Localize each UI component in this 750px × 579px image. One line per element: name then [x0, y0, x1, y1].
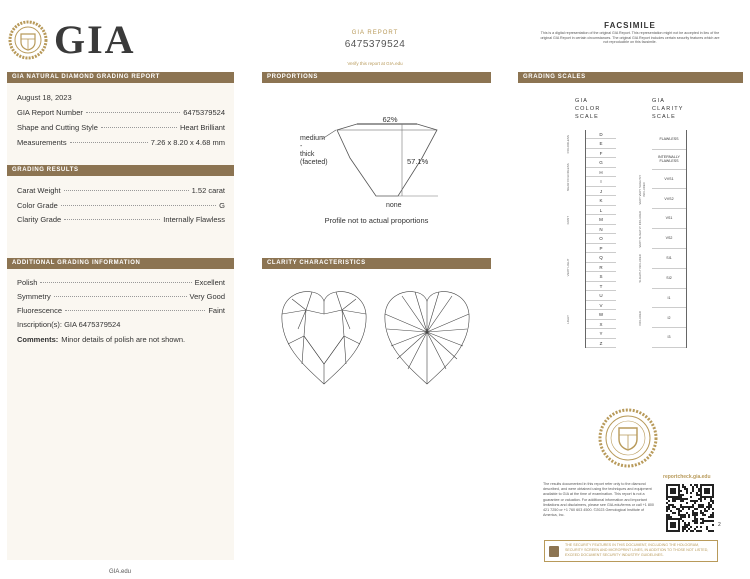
dot-leader: [70, 142, 148, 143]
color-grade: G: [586, 158, 616, 167]
color-scale-title: [575, 97, 615, 121]
table-percent: 62%: [382, 115, 398, 124]
row-value: G: [219, 201, 225, 210]
grading-row: [17, 215, 225, 225]
clarity-grade: VS1: [652, 209, 686, 229]
row-label: Symmetry: [17, 292, 51, 301]
report-row: [17, 108, 225, 118]
clarity-grade: SI1: [652, 249, 686, 269]
clarity-plot: [262, 284, 491, 394]
row-value: Heart Brilliant: [179, 123, 225, 132]
row-value: Internally Flawless: [163, 215, 225, 224]
clarity-groups: [638, 130, 650, 348]
row-value: 7.26 x 8.20 x 4.68 mm: [150, 138, 225, 147]
report-label: GIA REPORT: [351, 30, 399, 36]
color-grade: O: [586, 234, 616, 243]
row-label: Color Grade: [17, 201, 58, 210]
color-grade: Q: [586, 253, 616, 262]
additional-row: [17, 278, 225, 288]
proportions-diagram: [262, 84, 491, 214]
report-row: [17, 138, 225, 148]
color-grade: W: [586, 310, 616, 319]
row-value: Faint: [208, 306, 225, 315]
comments-value: Minor details of polish are not shown.: [61, 335, 186, 344]
heart-pavilion-view: [385, 292, 469, 384]
color-scale: [585, 130, 616, 348]
clarity-grade: I3: [652, 328, 686, 348]
row-label: Carat Weight: [17, 186, 61, 195]
clarity-group-label: INCLUDED: [638, 311, 642, 326]
color-grade: D: [586, 130, 616, 139]
clarity-title-line: CLARITY: [652, 106, 684, 112]
row-value: Excellent: [194, 278, 225, 287]
inscription: Inscription(s): GIA 6475379524: [17, 320, 121, 329]
row-label: GIA Report Number: [17, 108, 83, 117]
clarity-scale-title: [652, 97, 692, 121]
qr-code-icon[interactable]: [666, 484, 714, 532]
dot-leader: [54, 296, 187, 297]
reportcheck-link[interactable]: reportcheck.gia.edu: [663, 474, 711, 480]
grading-row: [17, 186, 225, 196]
page-number: 2: [718, 522, 721, 528]
color-grade: Z: [586, 339, 616, 348]
gia-seal-icon: [8, 20, 48, 60]
dot-leader: [61, 205, 216, 206]
color-grade: V: [586, 301, 616, 310]
section-proportions: PROPORTIONS: [262, 72, 491, 83]
dot-leader: [65, 310, 205, 311]
color-grade: N: [586, 225, 616, 234]
gia-edu-footer[interactable]: GIA.edu: [108, 569, 131, 575]
report-date: August 18, 2023: [17, 93, 72, 102]
dot-leader: [64, 190, 189, 191]
clarity-grade: VVS1: [652, 170, 686, 190]
dot-leader: [64, 219, 160, 220]
section-additional-info: ADDITIONAL GRADING INFORMATION: [7, 258, 234, 269]
row-label: Measurements: [17, 138, 67, 147]
gia-logo-text: GIA: [54, 17, 136, 62]
row-value: 1.52 carat: [191, 186, 225, 195]
clarity-grade: SI2: [652, 269, 686, 289]
color-group-label: LIGHT: [566, 315, 570, 324]
section-clarity-characteristics: CLARITY CHARACTERISTICS: [262, 258, 491, 269]
color-grade: L: [586, 206, 616, 215]
row-label: Shape and Cutting Style: [17, 123, 98, 132]
clarity-title-line: SCALE: [652, 114, 677, 120]
color-grade: P: [586, 244, 616, 253]
color-grade: T: [586, 282, 616, 291]
lock-icon: [549, 546, 559, 557]
report-row: [17, 123, 225, 133]
comments-label: Comments:: [17, 335, 59, 344]
heart-crown-view: [282, 292, 366, 384]
color-title-line: GIA: [575, 98, 589, 104]
section-natural-report: GIA NATURAL DIAMOND GRADING REPORT: [7, 72, 234, 83]
clarity-group-label: VERY VERY SLIGHTLY INCLUDED: [638, 174, 646, 205]
color-group-label: COLORLESS: [566, 135, 570, 154]
girdle-label: (faceted): [300, 159, 328, 166]
clarity-group-label: VERY SLIGHTLY INCLUDED: [638, 210, 642, 248]
section-grading-results: GRADING RESULTS: [7, 165, 234, 176]
security-text: THE SECURITY FEATURES IN THIS DOCUMENT, INCLUDING THE HOLOGRAM, SECURITY SCREEN AND MICROPRINT LINES, IN ADDITION TO THOSE NOT LISTED, EXCEED DOCUMENT SECURITY INDUSTRY GUIDELINES.: [565, 543, 709, 557]
proportions-caption: Profile not to actual proportions: [324, 216, 429, 225]
color-group-label: NEAR COLORLESS: [566, 163, 570, 192]
facsimile-text: This is a digital representation of the original GIA Report. This representation might not be accepted in lieu of the original GIA Report in certain circumstances. The original GIA Report includes certain security features which are not reproducible on this facsimile.: [540, 31, 720, 45]
row-label: Polish: [17, 278, 38, 287]
color-grade: I: [586, 177, 616, 186]
row-label: Clarity Grade: [17, 215, 62, 224]
color-groups: [566, 130, 580, 348]
gia-seal-icon: [598, 408, 658, 468]
clarity-grade: VVS2: [652, 189, 686, 209]
color-grade: J: [586, 187, 616, 196]
additional-row: [17, 292, 225, 302]
dot-leader: [40, 282, 191, 283]
color-grade: Y: [586, 329, 616, 338]
report-number-header: 6475379524: [344, 39, 406, 50]
row-value: Very Good: [189, 292, 225, 301]
clarity-grade: I1: [652, 289, 686, 309]
clarity-title-line: GIA: [652, 98, 666, 104]
color-group-label: VERY LIGHT: [566, 258, 570, 277]
color-grade: X: [586, 320, 616, 329]
color-grade: U: [586, 291, 616, 300]
gia-logo: [8, 17, 138, 62]
row-label: Fluorescence: [17, 306, 63, 315]
clarity-group-label: SLIGHTLY INCLUDED: [638, 254, 642, 283]
clarity-grade: VS2: [652, 229, 686, 249]
comments: [17, 335, 225, 345]
color-group-label: FAINT: [566, 215, 570, 225]
girdle-label: thick: [300, 151, 315, 158]
culet-label: none: [386, 202, 402, 209]
girdle-label: medium: [300, 135, 325, 142]
clarity-grade: I2: [652, 308, 686, 328]
verify-link[interactable]: Verify this report at GIA.edu: [347, 61, 403, 66]
section-grading-scales: GRADING SCALES: [518, 72, 743, 83]
grading-row: [17, 201, 225, 211]
dot-leader: [86, 112, 180, 113]
color-grade: F: [586, 149, 616, 158]
disclaimer-text: The results documented in this report refer only to the diamond described, and were obtained using the techniques and equipment available to GIA at the time of examination. This report is not a guarantee or valuation. For additional information and important limitations and disclaimers, please see GIA.edu/terms or call +1 800 421 7250 or +1 760 603 4500. ©2023 Gemological Institute of America, Inc.: [543, 482, 654, 518]
security-banner: [544, 540, 718, 562]
clarity-scale: [652, 130, 687, 348]
clarity-grade: FLAWLESS: [652, 130, 686, 150]
additional-row: [17, 306, 225, 316]
dot-leader: [101, 127, 177, 128]
row-value: 6475379524: [183, 108, 225, 117]
clarity-grade: INTERNALLY FLAWLESS: [652, 150, 686, 170]
color-grade: H: [586, 168, 616, 177]
color-title-line: SCALE: [575, 114, 600, 120]
color-title-line: COLOR: [575, 106, 601, 112]
color-grade: K: [586, 196, 616, 205]
color-grade: E: [586, 139, 616, 148]
color-grade: R: [586, 263, 616, 272]
depth-percent: 57.1%: [407, 157, 429, 166]
facsimile-title: FACSIMILE: [604, 21, 656, 30]
girdle-label: -: [300, 143, 303, 150]
color-grade: S: [586, 272, 616, 281]
color-grade: M: [586, 215, 616, 224]
